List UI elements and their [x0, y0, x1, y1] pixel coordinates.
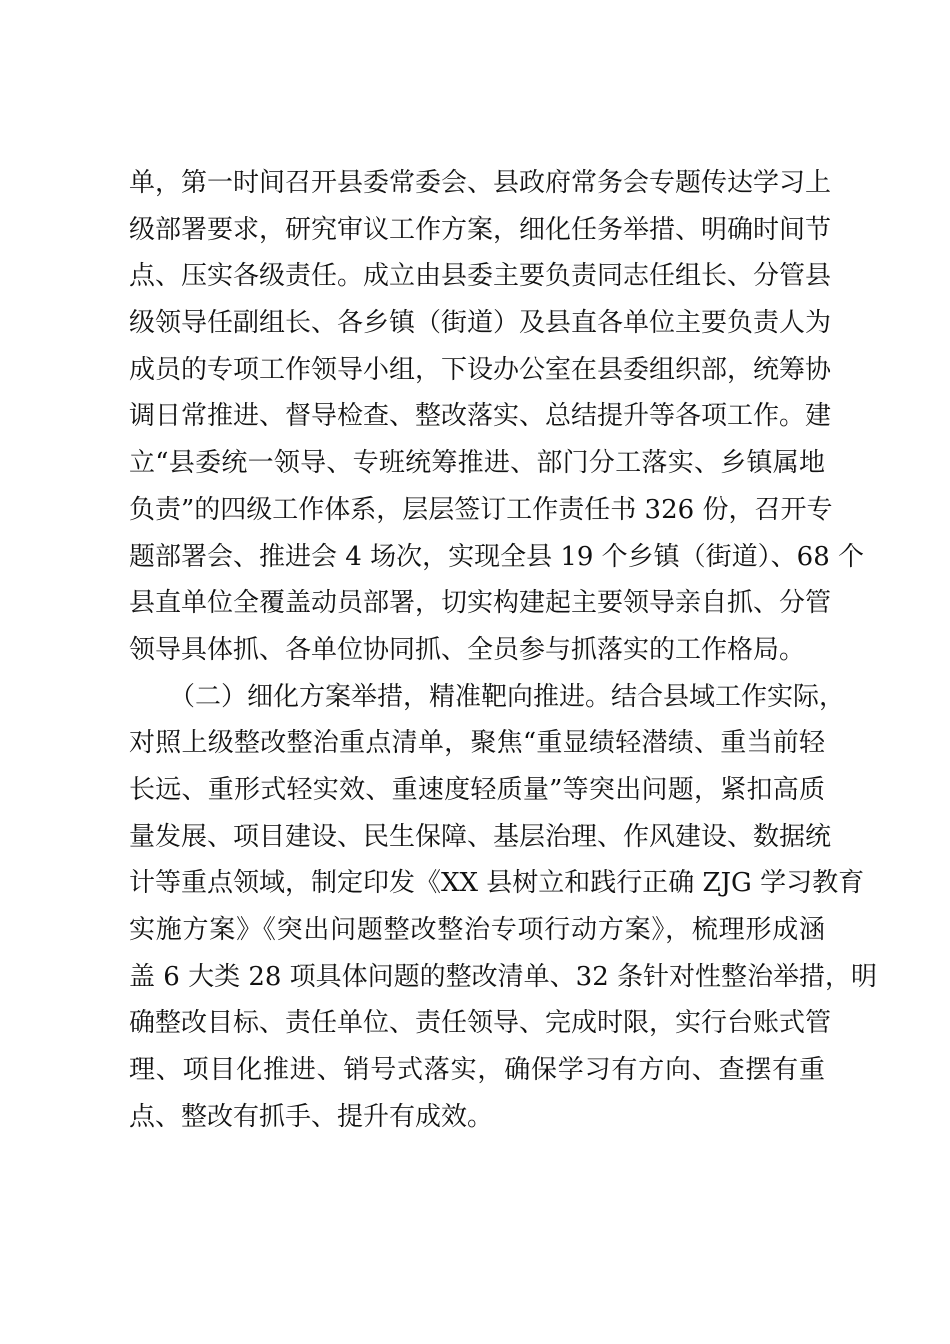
text-line: 县直单位全覆盖动员部署，切实构建起主要领导亲自抓、分管: [129, 588, 832, 619]
text-line: 调日常推进、督导检查、整改落实、总结提升等各项工作。建: [129, 401, 832, 432]
text-line: 确整改目标、责任单位、责任领导、完成时限，实行台账式管: [129, 1008, 832, 1039]
text-line: 量发展、项目建设、民生保障、基层治理、作风建设、数据统: [129, 821, 832, 852]
text-line: 领导具体抓、各单位协同抓、全员参与抓落实的工作格局。: [129, 634, 806, 665]
text-line: 长远、重形式轻实效、重速度轻质量”等突出问题，紧扣高质: [129, 774, 825, 805]
text-line: 负责”的四级工作体系，层层签订工作责任书 326 份，召开专: [129, 494, 833, 525]
text-line: 盖 6 大类 28 项具体问题的整改清单、32 条针对性整治举措，明: [129, 961, 878, 992]
text-line: 对照上级整改整治重点清单，聚焦“重显绩轻潜绩、重当前轻: [129, 728, 825, 759]
paragraph-1: [129, 160, 865, 674]
text-line: 单，第一时间召开县委常委会、县政府常务会专题传达学习上: [129, 168, 832, 198]
text-line: 成员的专项工作领导小组，下设办公室在县委组织部，统筹协: [129, 354, 832, 385]
text-line: 题部署会、推进会 4 场次，实现全县 19 个乡镇（街道）、68 个: [129, 541, 865, 572]
paragraph-2: [129, 674, 878, 1141]
text-line: 立“县委统一领导、专班统筹推进、部门分工落实、乡镇属地: [129, 448, 825, 479]
body-text: [129, 160, 878, 1140]
text-line: 级部署要求，研究审议工作方案，细化任务举措、明确时间节: [129, 214, 832, 245]
text-line: 级领导任副组长、各乡镇（街道）及县直各单位主要负责人为: [129, 308, 832, 339]
text-line: 点、压实各级责任。成立由县委主要负责同志任组长、分管县: [129, 261, 832, 292]
text-line: 点、整改有抓手、提升有成效。: [129, 1101, 494, 1132]
text-line: 计等重点领域，制定印发《XX 县树立和践行正确 ZJG 学习教育: [129, 868, 865, 899]
text-line: 理、项目化推进、销号式落实，确保学习有方向、查摆有重: [129, 1055, 825, 1086]
section-heading-line: （二）细化方案举措，精准靶向推进。结合县域工作实际，: [169, 681, 846, 712]
text-line: 实施方案》《突出问题整改整治专项行动方案》，梳理形成涵: [129, 915, 825, 945]
